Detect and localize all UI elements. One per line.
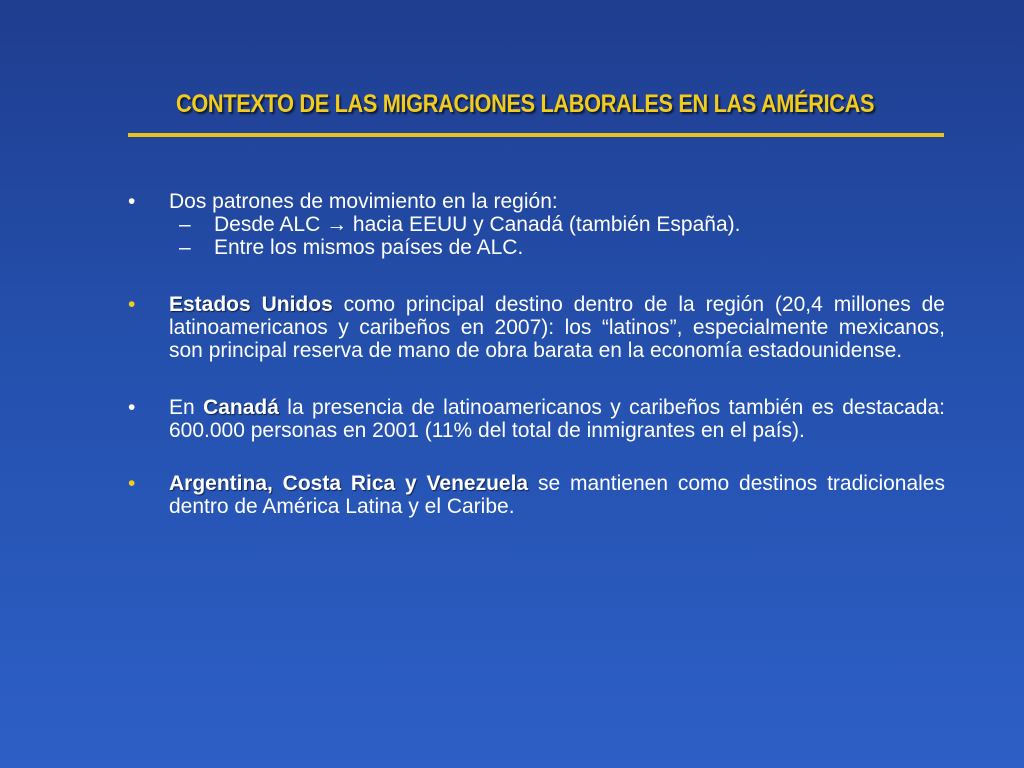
slide-title: CONTEXTO DE LAS MIGRACIONES LABORALES EN LAS AMÉRICAS <box>176 90 875 118</box>
bullet-marker: • <box>128 293 136 316</box>
dash-marker: – <box>179 213 191 236</box>
bullet-canada <box>128 396 945 442</box>
bullet-highlight: Argentina, Costa Rica y Venezuela <box>169 472 529 495</box>
slide-content <box>128 190 945 518</box>
bullet-text: se mantienen como destinos tradicionales dentro de América Latina y el Caribe. <box>169 472 945 518</box>
bullet-text: como principal destino dentro de la región (20,4 millones de latinoamericanos y caribeños en 2007): los “latinos”, especialmente mexicanos, son principal reserva de mano de obra barata en la economía estadounidense. <box>169 293 945 362</box>
bullet-estados-unidos <box>128 293 945 362</box>
title-underline <box>128 133 944 137</box>
arrow-right-icon: → <box>326 213 348 236</box>
dash-marker: – <box>179 236 191 259</box>
subitem-text: Entre los mismos países de ALC. <box>214 236 524 259</box>
subitem-desde-alc <box>128 213 945 236</box>
bullet-text: la presencia de latinoamericanos y caribeños también es destacada: 600.000 personas en 2001 (11% del total de inmigrantes en el país). <box>169 396 945 442</box>
bullet-highlight: Estados Unidos <box>169 293 333 316</box>
bullet-highlight: Canadá <box>203 396 279 419</box>
bullet-marker: • <box>128 190 136 213</box>
subitem-entre-paises <box>128 236 945 259</box>
bullet-text: Dos patrones de movimiento en la región: <box>169 190 558 213</box>
bullet-patterns <box>128 190 945 259</box>
bullet-destinos-tradicionales <box>128 472 945 518</box>
bullet-lead: En <box>169 396 204 419</box>
subitem-text-start: Desde ALC <box>214 213 327 236</box>
bullet-marker: • <box>128 472 136 495</box>
bullet-marker: • <box>128 396 136 419</box>
subitem-text-end: hacia EEUU y Canadá (también España). <box>347 213 741 236</box>
